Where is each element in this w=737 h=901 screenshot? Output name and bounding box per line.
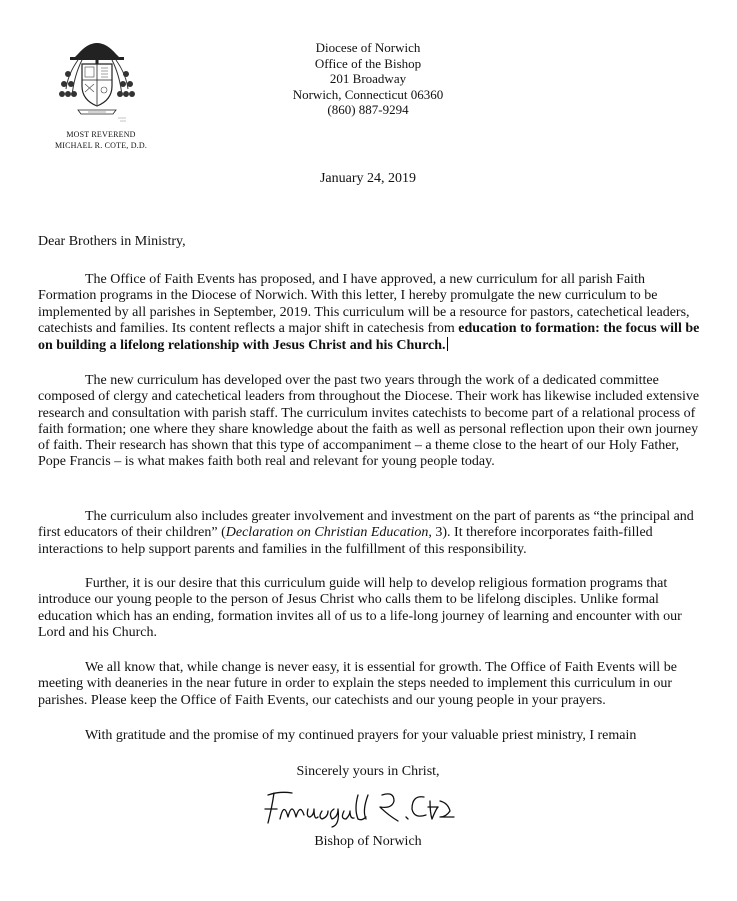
signature-title: Bishop of Norwich: [314, 834, 422, 849]
letterhead-line: Norwich, Connecticut 06360: [292, 86, 444, 102]
salutation: Dear Brothers in Ministry,: [38, 234, 186, 249]
letterhead-line: Diocese of Norwich: [315, 40, 421, 55]
paragraph-text: The curriculum also includes greater involvement and investment on the part of parents as “the principal and first educators of their children” (: [38, 509, 694, 541]
handwritten-signature: [262, 787, 458, 829]
paragraph-6: With gratitude and the promise of my continued prayers for your valuable priest ministry, I remain: [85, 728, 637, 743]
text-cursor: [447, 337, 448, 351]
letterhead-line: (860) 887-9294: [327, 102, 409, 118]
letterhead-line: Office of the Bishop: [314, 55, 422, 71]
paragraph-text: , 3). It therefore incorporates faith-filled interactions to help support parents and families in the fulfillment of this responsibility.: [38, 525, 653, 557]
paragraph-5: We all know that, while change is never easy, it is essential for growth. The Office of Faith Events will be meeting with deaneries in the near future in order to explain the steps needed to implement this curriculum in our parishes. Please keep the Office of Faith Events, our catechists and our young people in your prayers.: [38, 660, 677, 708]
paragraph-3: [38, 509, 700, 558]
letter-date: January 24, 2019: [319, 171, 417, 186]
document-citation: Declaration on Christian Education: [225, 525, 429, 541]
coat-of-arms-icon: [58, 34, 136, 126]
paragraph-1: [38, 272, 700, 354]
paragraph-text: The Office of Faith Events has proposed, and I have approved, a new curriculum for all parish Faith Formation programs in the Diocese of Norwich. With this letter, I hereby promulgate the new curriculum to be implemented by all parishes in September, 2019. This curriculum will be a resource for pastors, catechetical leaders, catechists and families. Its content reflects a major shift in catechesis from: [38, 272, 690, 336]
emphasized-text: education to formation: the focus will be on building a lifelong relationship with Jesus Christ and his Church.: [38, 320, 700, 354]
bishop-name-line: MICHAEL R. COTE, D.D.: [54, 141, 148, 150]
bishop-name: [42, 129, 160, 151]
closing: Sincerely yours in Christ,: [296, 764, 440, 779]
letterhead-address: [268, 40, 468, 118]
letterhead-line: 201 Broadway: [329, 71, 407, 87]
paragraph-2: The new curriculum has developed over the past two years through the work of a dedicated committee composed of clergy and catechetical leaders from throughout the Diocese. Their work has likewise included extensive research and consultation with parish staff. The curriculum invites catechists to become part of a relational process of faith formation; one where they share knowledge about the faith as well as personal reflection upon their own journey of faith. Their research has shown that this type of accompaniment – a theme close to the heart of our Holy Father, Pope Francis – is what makes faith both real and relevant for young people today.: [38, 373, 700, 470]
paragraph-4: Further, it is our desire that this curriculum guide will help to develop religious formation programs that introduce our young people to the person of Jesus Christ who calls them to be lifelong disciples. Unlike formal education which has an ending, formation invites all of us to a life-long journey of learning and encounter with our Lord and his Church.: [38, 576, 682, 640]
bishop-title-line: MOST REVEREND: [66, 130, 136, 139]
